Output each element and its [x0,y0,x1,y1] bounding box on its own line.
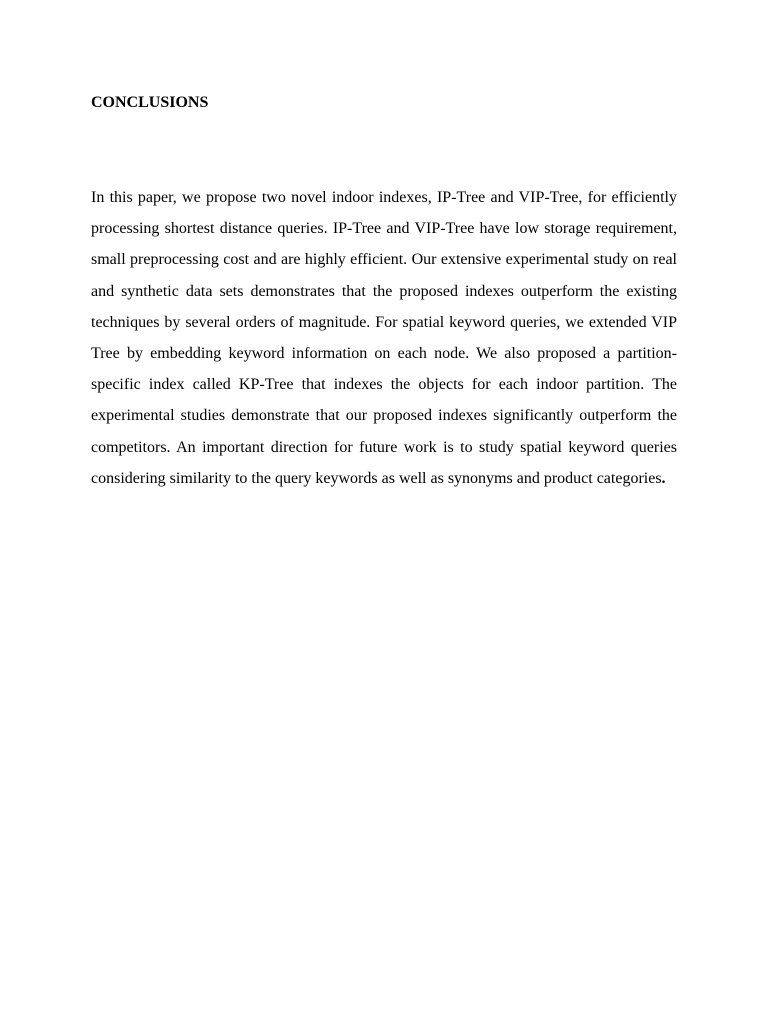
paragraph-end-period: . [661,469,666,487]
conclusion-paragraph [91,182,677,494]
paragraph-text: In this paper, we propose two novel indoor indexes, IP-Tree and VIP-Tree, for efficiently processing shortest distance queries. IP-Tree and VIP-Tree have low storage requirement, small preprocessing cost and are highly efficient. Our extensive experimental study on real and synthetic data sets demonstrates that the proposed indexes outperform the existing techniques by several orders of magnitude. For spatial keyword queries, we extended VIP Tree by embedding keyword information on each node. We also proposed a partition-specific index called KP-Tree that indexes the objects for each indoor partition. The experimental studies demonstrate that our proposed indexes significantly outperform the competitors. An important direction for future work is to study spatial keyword queries considering similarity to the query keywords as well as synonyms and product categories [91,189,677,487]
section-heading: CONCLUSIONS [91,94,209,111]
